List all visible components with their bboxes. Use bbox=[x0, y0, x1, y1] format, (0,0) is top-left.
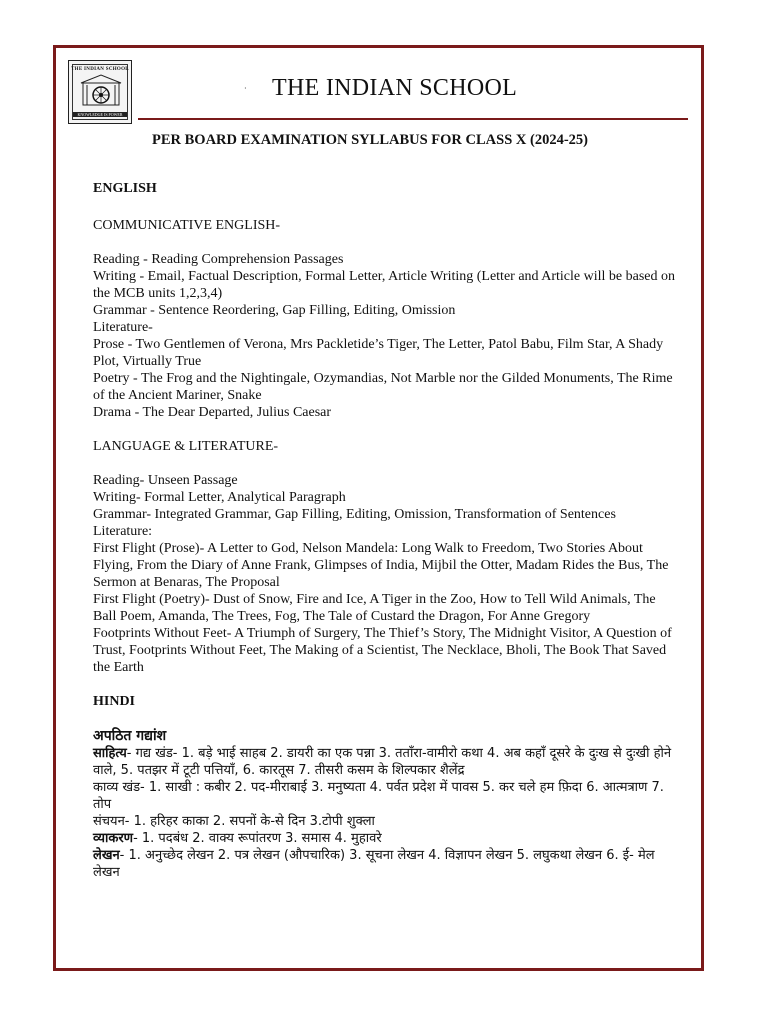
school-logo bbox=[68, 60, 132, 124]
vyakaran-label: व्याकरण bbox=[93, 831, 134, 846]
hindi-sanchayan: संचयन- 1. हरिहर काका 2. सपनों के-से दिन 3.टोपी शुक्ला bbox=[93, 814, 375, 829]
hindi-apathit: अपठित गद्यांश bbox=[93, 728, 167, 744]
document-subtitle: PER BOARD EXAMINATION SYLLABUS FOR CLASS X (2024-25) bbox=[152, 132, 588, 148]
sahitya-text: - गद्य खंड- 1. बड़े भाई साहब 2. डायरी का एक पन्ना 3. तताँरा-वामीरो कथा 4. अब कहाँ दूसरे के दुःख से दुःखी होने वाले, 5. पतझर में टूटी पत्तियाँ, 6. कारतूस 7. तीसरी कसम के शिल्पकार शैलेंद्र bbox=[93, 746, 672, 778]
first-flight-prose: First Flight (Prose)- A Letter to God, Nelson Mandela: Long Walk to Freedom, Two Stories About Flying, From the Diary of Anne Frank, Glimpses of India, Mijbil the Otter, Madam Rides the Bus, The Sermon at Benaras, The Proposal bbox=[93, 541, 669, 590]
english-heading: ENGLISH bbox=[93, 181, 157, 196]
lekhan-text: - 1. अनुच्छेद लेखन 2. पत्र लेखन (औपचारिक) 3. सूचना लेखन 4. विज्ञापन लेखन 5. लघुकथा लेखन 6. ई- मेल लेखन bbox=[93, 848, 655, 880]
communicative-grammar: Grammar - Sentence Reordering, Gap Filling, Editing, Omission bbox=[93, 303, 456, 318]
communicative-literature-label: Literature- bbox=[93, 320, 153, 335]
header-dot: · bbox=[244, 84, 247, 93]
hindi-lekhan bbox=[93, 847, 676, 881]
hindi-kavya: काव्य खंड- 1. साखी : कबीर 2. पद-मीराबाई 3. मनुष्यता 4. पर्वत प्रदेश में पावस 5. कर चले हम फ़िदा 6. आत्मत्राण 7. तोप bbox=[93, 780, 664, 812]
communicative-poetry: Poetry - The Frog and the Nightingale, Ozymandias, Not Marble nor the Gilded Monuments, The Rime of the Ancient Mariner, Snake bbox=[93, 371, 673, 403]
school-name: THE INDIAN SCHOOL bbox=[272, 75, 518, 101]
langlit-writing: Writing- Formal Letter, Analytical Paragraph bbox=[93, 490, 346, 505]
communicative-reading: Reading - Reading Comprehension Passages bbox=[93, 252, 344, 267]
communicative-writing: Writing - Email, Factual Description, Formal Letter, Article Writing (Letter and Article will be based on the MCB units 1,2,3,4) bbox=[93, 269, 675, 301]
langlit-literature-label: Literature: bbox=[93, 524, 153, 539]
hindi-sahitya bbox=[93, 745, 676, 779]
hindi-vyakaran bbox=[93, 830, 676, 847]
logo-top-text: THE INDIAN SCHOOL bbox=[71, 67, 129, 72]
header-divider bbox=[138, 118, 688, 120]
hindi-heading: HINDI bbox=[93, 694, 136, 709]
lekhan-label: लेखन bbox=[93, 848, 120, 863]
communicative-drama: Drama - The Dear Departed, Julius Caesar bbox=[93, 405, 332, 420]
communicative-english-heading: COMMUNICATIVE ENGLISH- bbox=[93, 218, 281, 233]
footprints-without-feet: Footprints Without Feet- A Triumph of Surgery, The Thief’s Story, The Midnight Visitor, A Question of Trust, Footprints Without Feet, The Making of a Scientist, The Necklace, Bholi, The Book That Saved the Earth bbox=[93, 626, 672, 675]
langlit-grammar: Grammar- Integrated Grammar, Gap Filling, Editing, Omission, Transformation of Sentences bbox=[93, 507, 616, 522]
first-flight-poetry: First Flight (Poetry)- Dust of Snow, Fire and Ice, A Tiger in the Zoo, How to Tell Wild Animals, The Ball Poem, Amanda, The Trees, Fog, The Tale of Custard the Dragon, For Anne Gregory bbox=[93, 592, 656, 624]
sahitya-label: साहित्य bbox=[93, 746, 127, 761]
langlit-reading: Reading- Unseen Passage bbox=[93, 473, 238, 488]
communicative-prose: Prose - Two Gentlemen of Verona, Mrs Packletide’s Tiger, The Letter, Patol Babu, Film Star, A Shady Plot, Virtually True bbox=[93, 337, 664, 369]
vyakaran-text: - 1. पदबंध 2. वाक्य रूपांतरण 3. समास 4. मुहावरे bbox=[133, 831, 382, 846]
logo-motto: KNOWLEDGE IS POWER bbox=[73, 112, 127, 117]
syllabus-content bbox=[93, 180, 676, 881]
language-literature-heading: LANGUAGE & LITERATURE- bbox=[93, 439, 279, 454]
